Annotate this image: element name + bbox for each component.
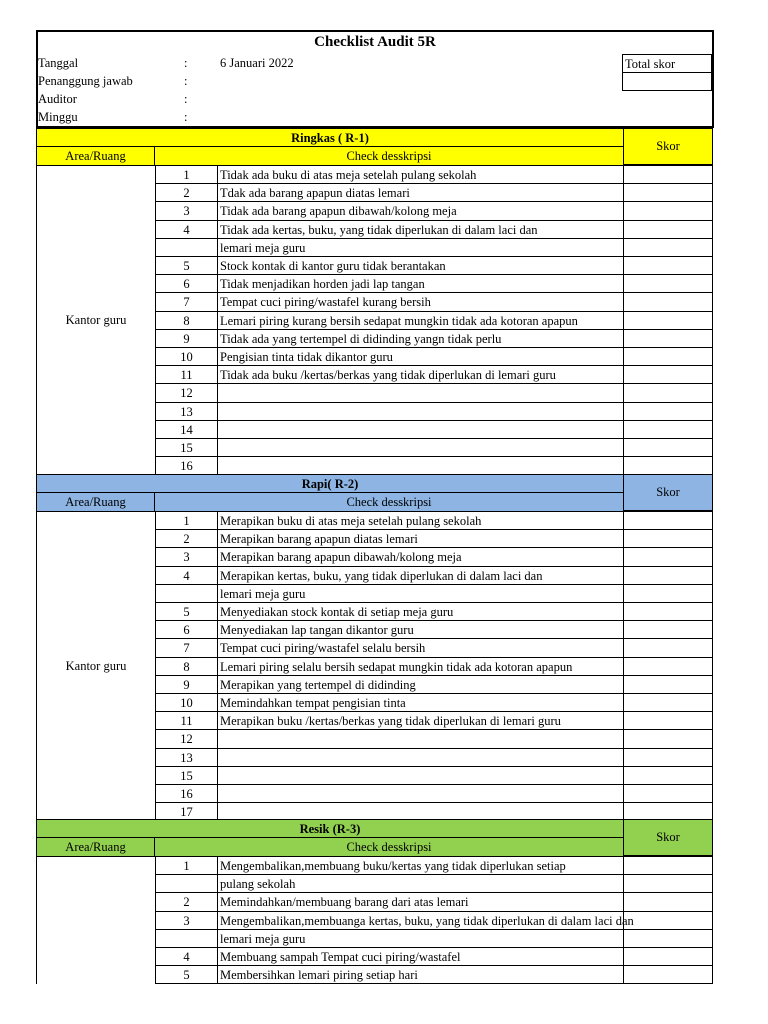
item-number-cell <box>155 874 218 893</box>
field-colon: : <box>184 74 188 88</box>
item-number-cell <box>155 584 218 603</box>
item-description-cell: Merapikan buku di atas meja setelah pulang sekolah <box>218 511 623 530</box>
item-number-cell: 12 <box>155 383 218 402</box>
item-description-cell: Tidak ada barang apapun dibawah/kolong meja <box>218 201 623 220</box>
item-number-cell: 5 <box>155 256 218 275</box>
item-description-cell: lemari meja guru <box>218 929 623 948</box>
item-number-cell: 17 <box>155 802 218 821</box>
area-cell: Kantor guru <box>36 165 156 474</box>
item-number-cell: 3 <box>155 911 218 930</box>
skor-input-cell[interactable] <box>623 183 713 202</box>
section-title-bar: Rapi( R-2) <box>36 474 623 493</box>
item-number-cell: 14 <box>155 420 218 439</box>
item-number-cell: 16 <box>155 456 218 475</box>
item-number-cell: 1 <box>155 856 218 875</box>
skor-input-cell[interactable] <box>623 657 713 676</box>
item-description-cell: Menyediakan stock kontak di setiap meja guru <box>218 602 623 621</box>
skor-input-cell[interactable] <box>623 165 713 184</box>
skor-input-cell[interactable] <box>623 784 713 803</box>
skor-input-cell[interactable] <box>623 766 713 785</box>
skor-input-cell[interactable] <box>623 201 713 220</box>
area-cell: Kantor guru <box>36 511 156 820</box>
item-description-cell: Lemari piring kurang bersih sedapat mungkin tidak ada kotoran apapun <box>218 311 623 330</box>
section-title-bar: Ringkas ( R-1) <box>36 128 623 147</box>
item-description-cell: Merapikan yang tertempel di didinding <box>218 675 623 694</box>
item-number-cell: 15 <box>155 766 218 785</box>
item-description-cell: lemari meja guru <box>218 238 623 257</box>
field-label-auditor: Auditor <box>38 92 77 106</box>
skor-input-cell[interactable] <box>623 529 713 548</box>
description-column-header: Check desskripsi <box>155 492 623 511</box>
item-number-cell: 5 <box>155 965 218 984</box>
total-skor-label: Total skor <box>622 54 712 73</box>
skor-input-cell[interactable] <box>623 711 713 730</box>
total-skor-value[interactable] <box>622 72 712 91</box>
item-description-cell: Menyediakan lap tangan dikantor guru <box>218 620 623 639</box>
item-number-cell: 11 <box>155 365 218 384</box>
item-description-cell: Merapikan barang apapun dibawah/kolong meja <box>218 547 623 566</box>
skor-input-cell[interactable] <box>623 220 713 239</box>
item-number-cell: 11 <box>155 711 218 730</box>
item-number-cell: 6 <box>155 274 218 293</box>
item-number-cell: 16 <box>155 784 218 803</box>
item-description-cell <box>218 729 623 748</box>
item-number-cell: 7 <box>155 292 218 311</box>
item-number-cell: 3 <box>155 547 218 566</box>
item-description-cell: Pengisian tinta tidak dikantor guru <box>218 347 623 366</box>
skor-column-header: Skor <box>623 474 713 511</box>
skor-input-cell[interactable] <box>623 584 713 603</box>
field-label-tanggal: Tanggal <box>38 56 79 70</box>
section-title-bar: Resik (R-3) <box>36 819 623 838</box>
skor-column-header: Skor <box>623 819 713 856</box>
item-number-cell: 2 <box>155 183 218 202</box>
item-description-cell: Tidak menjadikan horden jadi lap tangan <box>218 274 623 293</box>
item-number-cell: 9 <box>155 329 218 348</box>
skor-input-cell[interactable] <box>623 256 713 275</box>
skor-input-cell[interactable] <box>623 238 713 257</box>
skor-input-cell[interactable] <box>623 566 713 585</box>
skor-input-cell[interactable] <box>623 438 713 457</box>
item-description-cell <box>218 383 623 402</box>
item-description-cell: Tidak ada yang tertempel di didinding yangn tidak perlu <box>218 329 623 348</box>
item-number-cell: 4 <box>155 566 218 585</box>
item-description-cell: pulang sekolah <box>218 874 623 893</box>
field-label-minggu: Minggu <box>38 110 78 124</box>
item-description-cell <box>218 420 623 439</box>
item-number-cell: 1 <box>155 165 218 184</box>
item-description-cell <box>218 456 623 475</box>
item-number-cell: 4 <box>155 947 218 966</box>
item-number-cell: 10 <box>155 693 218 712</box>
skor-input-cell[interactable] <box>623 748 713 767</box>
skor-input-cell[interactable] <box>623 965 713 984</box>
skor-input-cell[interactable] <box>623 874 713 893</box>
item-number-cell: 3 <box>155 201 218 220</box>
skor-input-cell[interactable] <box>623 693 713 712</box>
area-column-header: Area/Ruang <box>36 492 155 511</box>
item-number-cell: 8 <box>155 657 218 676</box>
item-description-cell: Memindahkan tempat pengisian tinta <box>218 693 623 712</box>
area-cell <box>36 856 156 984</box>
item-description-cell: Tidak ada buku /kertas/berkas yang tidak diperlukan di lemari guru <box>218 365 623 384</box>
skor-input-cell[interactable] <box>623 892 713 911</box>
item-description-cell: Merapikan kertas, buku, yang tidak diperlukan di dalam laci dan <box>218 566 623 585</box>
item-description-cell: Stock kontak di kantor guru tidak berantakan <box>218 256 623 275</box>
area-column-header: Area/Ruang <box>36 146 155 165</box>
skor-input-cell[interactable] <box>623 929 713 948</box>
item-number-cell: 1 <box>155 511 218 530</box>
skor-input-cell[interactable] <box>623 420 713 439</box>
item-number-cell: 12 <box>155 729 218 748</box>
skor-input-cell[interactable] <box>623 402 713 421</box>
item-description-cell <box>218 438 623 457</box>
description-column-header: Check desskripsi <box>155 146 623 165</box>
item-description-cell: Lemari piring selalu bersih sedapat mungkin tidak ada kotoran apapun <box>218 657 623 676</box>
item-number-cell: 7 <box>155 638 218 657</box>
skor-input-cell[interactable] <box>623 729 713 748</box>
item-description-cell: Merapikan buku /kertas/berkas yang tidak diperlukan di lemari guru <box>218 711 623 730</box>
item-description-cell <box>218 766 623 785</box>
skor-input-cell[interactable] <box>623 856 713 875</box>
field-label-penanggung-jawab: Penanggung jawab <box>38 74 133 88</box>
skor-input-cell[interactable] <box>623 347 713 366</box>
item-number-cell: 6 <box>155 620 218 639</box>
item-description-cell <box>218 784 623 803</box>
skor-input-cell[interactable] <box>623 329 713 348</box>
item-description-cell <box>218 402 623 421</box>
item-description-cell: Membersihkan lemari piring setiap hari <box>218 965 623 984</box>
item-description-cell: Merapikan barang apapun diatas lemari <box>218 529 623 548</box>
item-number-cell: 10 <box>155 347 218 366</box>
skor-column-header: Skor <box>623 128 713 165</box>
skor-input-cell[interactable] <box>623 675 713 694</box>
item-description-cell: Tempat cuci piring/wastafel selalu bersih <box>218 638 623 657</box>
skor-input-cell[interactable] <box>623 365 713 384</box>
skor-input-cell[interactable] <box>623 383 713 402</box>
item-number-cell: 9 <box>155 675 218 694</box>
area-column-header: Area/Ruang <box>36 837 155 856</box>
item-number-cell: 8 <box>155 311 218 330</box>
item-description-cell: Memindahkan/membuang barang dari atas lemari <box>218 892 623 911</box>
skor-input-cell[interactable] <box>623 292 713 311</box>
description-column-header: Check desskripsi <box>155 837 623 856</box>
skor-input-cell[interactable] <box>623 547 713 566</box>
item-number-cell: 5 <box>155 602 218 621</box>
item-number-cell: 13 <box>155 748 218 767</box>
skor-input-cell[interactable] <box>623 620 713 639</box>
field-colon: : <box>184 92 188 106</box>
skor-input-cell[interactable] <box>623 638 713 657</box>
item-description-cell: Tidak ada buku di atas meja setelah pulang sekolah <box>218 165 623 184</box>
item-description-cell: lemari meja guru <box>218 584 623 603</box>
item-description-cell: Mengembalikan,membuang buku/kertas yang tidak diperlukan setiap <box>218 856 623 875</box>
field-value-tanggal[interactable]: 6 Januari 2022 <box>220 56 294 70</box>
item-description-cell: Tempat cuci piring/wastafel kurang bersih <box>218 292 623 311</box>
page-title: Checklist Audit 5R <box>314 34 436 50</box>
item-number-cell <box>155 929 218 948</box>
skor-input-cell[interactable] <box>623 911 713 930</box>
item-description-cell: Mengembalikan,membuanga kertas, buku, yang tidak diperlukan di dalam laci dan <box>218 911 623 930</box>
item-number-cell: 15 <box>155 438 218 457</box>
item-description-cell <box>218 748 623 767</box>
item-number-cell: 13 <box>155 402 218 421</box>
skor-input-cell[interactable] <box>623 456 713 475</box>
item-number-cell: 2 <box>155 892 218 911</box>
field-colon: : <box>184 110 188 124</box>
skor-input-cell[interactable] <box>623 274 713 293</box>
item-description-cell: Tidak ada kertas, buku, yang tidak diperlukan di dalam laci dan <box>218 220 623 239</box>
skor-input-cell[interactable] <box>623 511 713 530</box>
field-colon: : <box>184 56 188 70</box>
item-description-cell: Membuang sampah Tempat cuci piring/wastafel <box>218 947 623 966</box>
item-number-cell: 4 <box>155 220 218 239</box>
item-description-cell: Tdak ada barang apapun diatas lemari <box>218 183 623 202</box>
skor-input-cell[interactable] <box>623 311 713 330</box>
skor-input-cell[interactable] <box>623 947 713 966</box>
item-number-cell <box>155 238 218 257</box>
skor-input-cell[interactable] <box>623 602 713 621</box>
item-number-cell: 2 <box>155 529 218 548</box>
